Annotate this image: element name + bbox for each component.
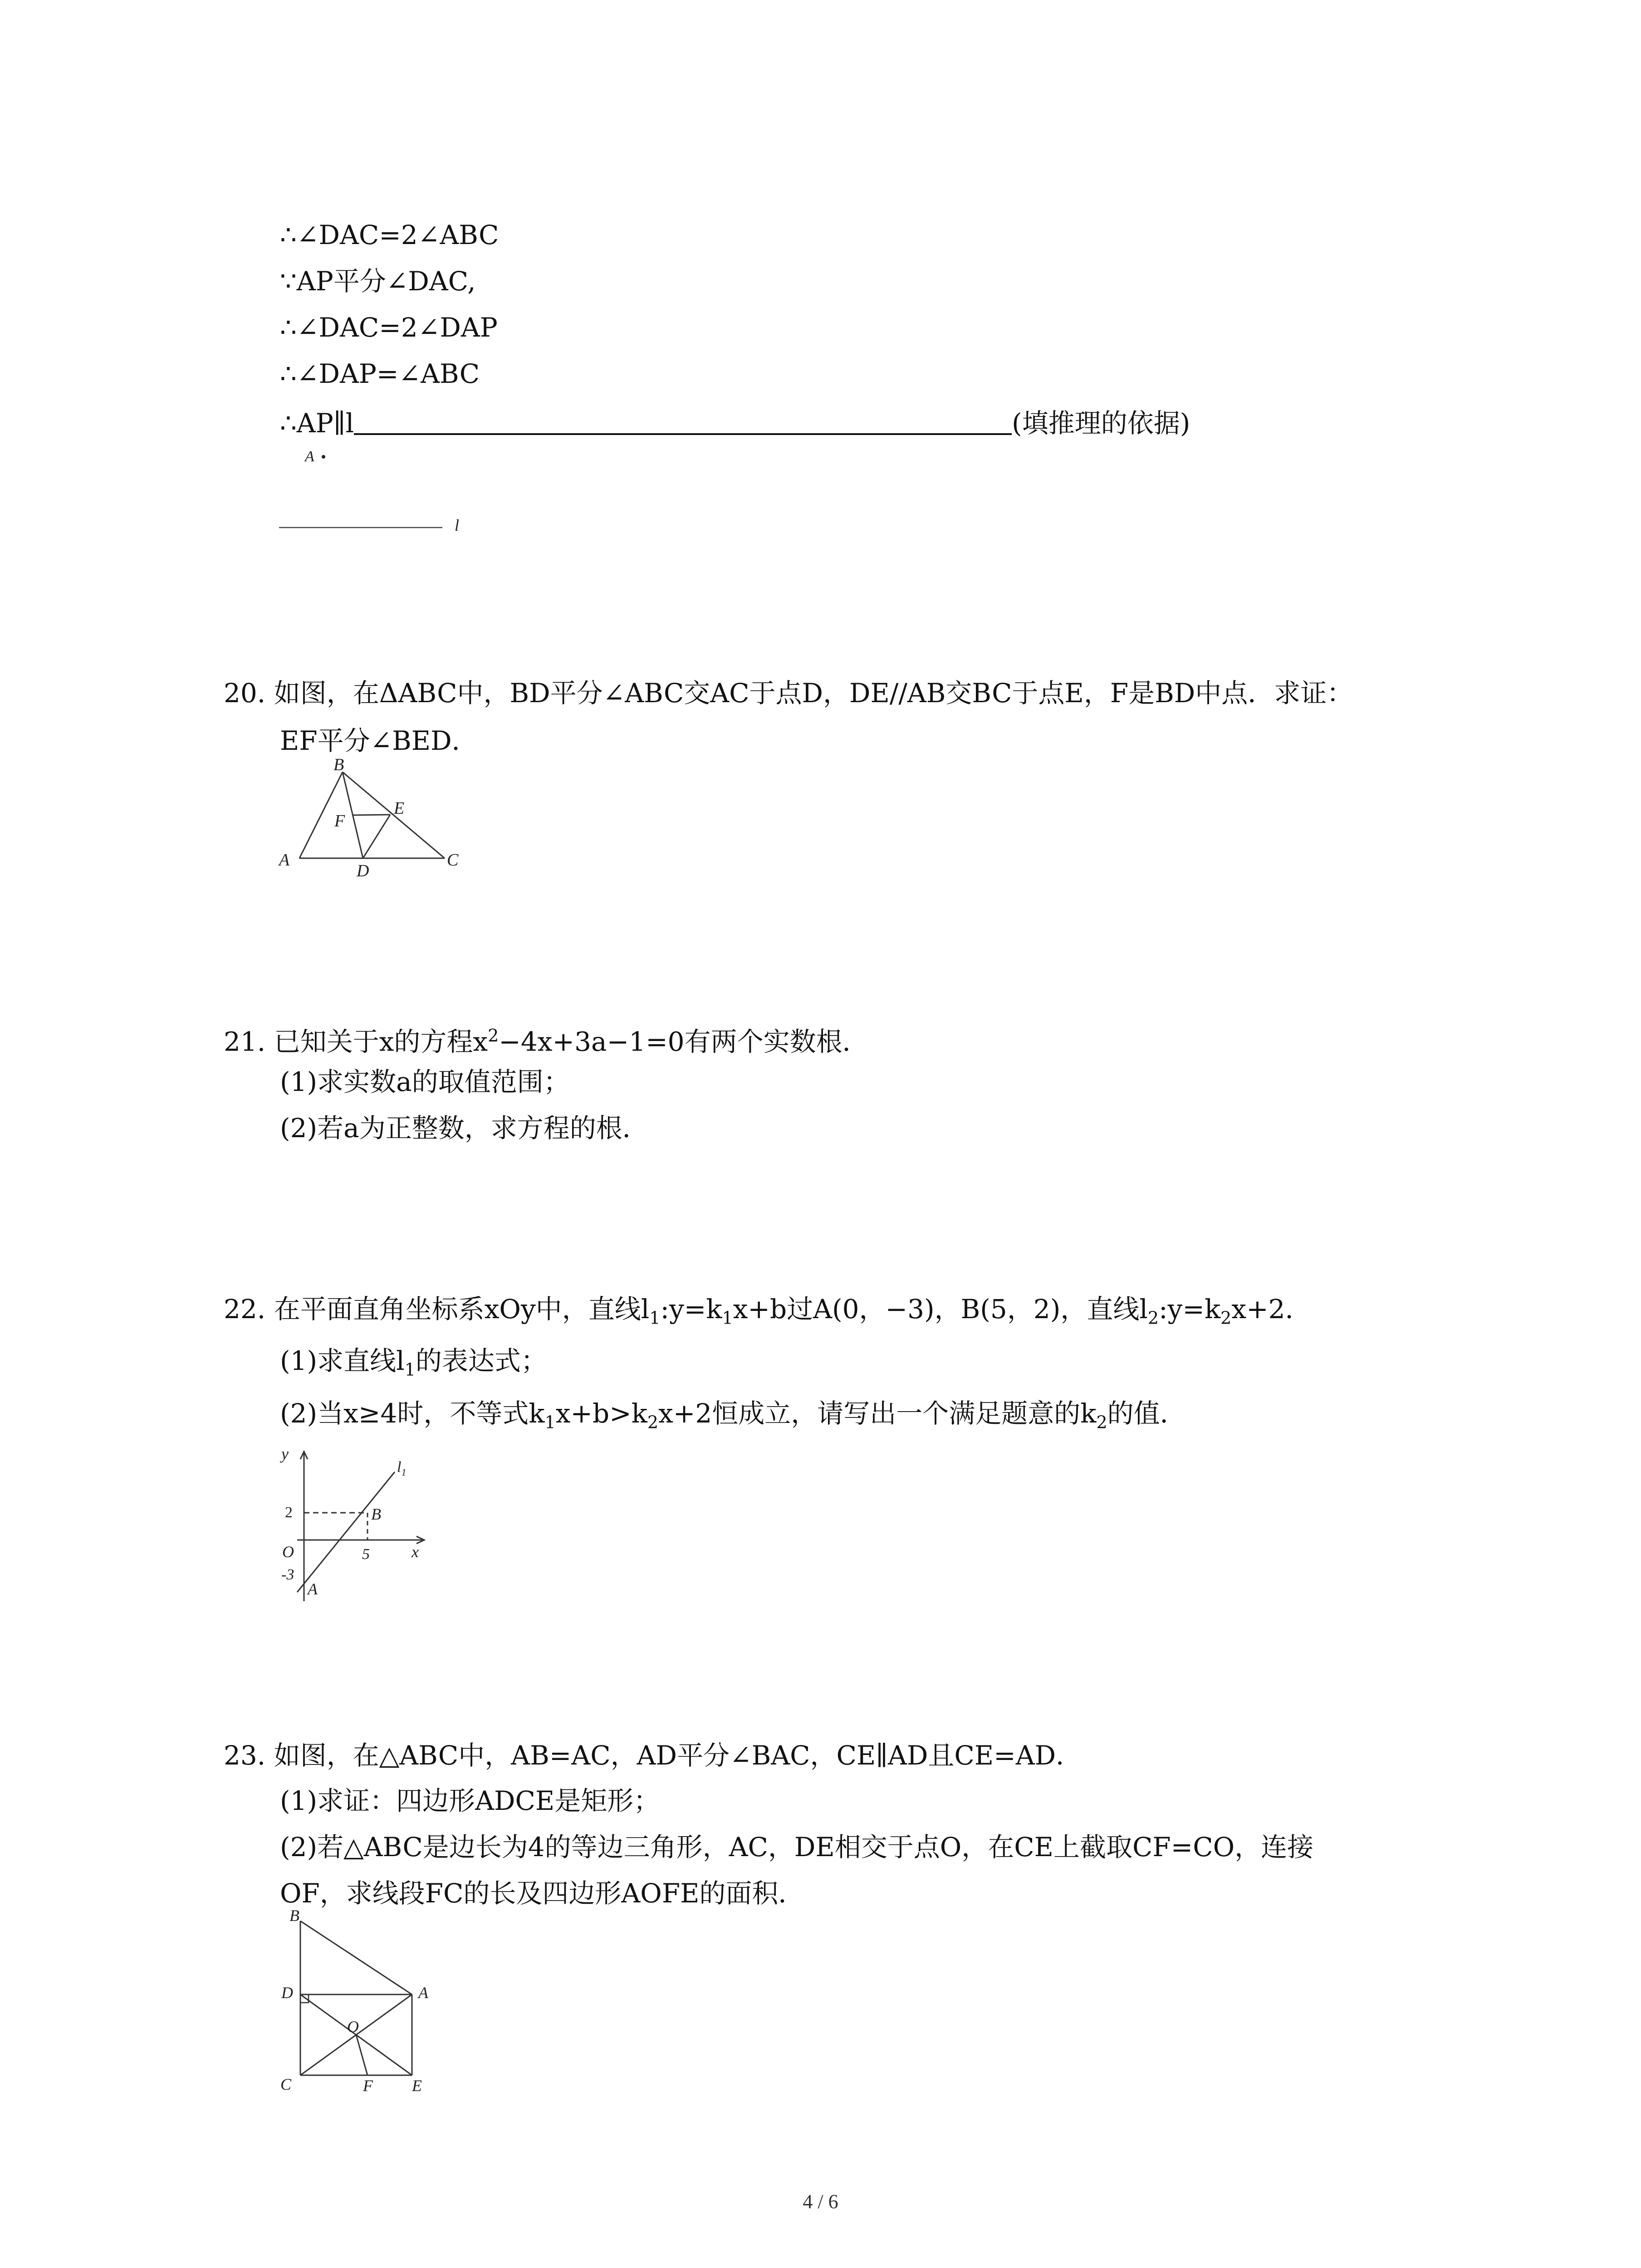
q22-text-2a: (1)求直线l [280,1345,405,1376]
q21-text-b: −4x+3a−1=0有两个实数根． [499,1026,869,1057]
q22-part1 [280,1344,547,1387]
fig22-line-l1 [297,1472,395,1592]
fig23-label-O: O [347,2018,359,2036]
fig20-label-E: E [394,799,405,818]
q22-part2 [280,1396,1186,1440]
fig22-label-x: x [411,1543,419,1561]
fig22-label-O: O [282,1543,294,1561]
q22-text-1b: :y=k [660,1294,722,1325]
fig22-tick-2: 2 [285,1504,293,1521]
fig23-segment-BA [300,1921,412,1994]
q19-figure [277,445,476,535]
fig22-label-B: B [371,1505,381,1523]
q23-part1: (1)求证：四边形ADCE是矩形； [280,1785,660,1816]
fig23-label-C: C [280,2075,292,2093]
fig22-tick-5: 5 [362,1546,370,1563]
fig23-label-B: B [289,1906,299,1925]
q23-text: 如图，在△ABC中，AB=AC，AD平分∠BAC，CE∥AD且CE=AD． [274,1740,1083,1771]
q22-sub-7: 2 [647,1412,659,1432]
q22-text-3d: 的值． [1107,1398,1186,1429]
fig20-label-B: B [333,755,344,774]
q19-step5 [280,406,1190,440]
fig22-label-y: y [281,1445,289,1463]
q19-step5-suffix: (填推理的依据) [1012,408,1190,439]
fig20-label-F: F [334,811,345,831]
q20-number: 20. [224,678,266,709]
q21-number: 21. [224,1026,266,1057]
q22-text-2b: 的表达式； [415,1345,547,1376]
fig19-point-A [322,455,325,459]
q20-line1 [224,676,1353,710]
page-number: 4 / 6 [803,2190,838,2213]
fig22-label-l1 [397,1459,406,1478]
fig20-label-D: D [357,861,369,880]
q22-line1 [224,1292,1312,1335]
q22-text-3a: (2)当x≥4时，不等式k [280,1398,545,1429]
q22-text-1c: x+b过A(0，−3)，B(5，2)，直线l [733,1294,1148,1325]
q22-text-3b: x+b>k [555,1398,647,1429]
q22-sub-8: 2 [1096,1412,1107,1432]
q21-text-a: 已知关于x的方程x [274,1026,488,1057]
fig22-l1-letter: l [397,1459,402,1476]
q20-text: 如图，在ΔABC中，BD平分∠ABC交AC于点D，DE//AB交BC于点E，F是BD中点．求证： [274,678,1353,709]
q22-text-1a: 在平面直角坐标系xOy中，直线l [274,1294,650,1325]
q22-sub-4: 2 [1220,1308,1232,1328]
q21-part1: (1)求实数a的取值范围； [280,1066,570,1097]
fig23-label-D: D [281,1984,293,2002]
q22-sub-3: 2 [1147,1308,1159,1328]
q22-text-1d: :y=k [1159,1294,1221,1325]
q22-sub-2: 1 [722,1308,733,1328]
q23-number: 23. [224,1740,266,1771]
q23-part2-cont: OF，求线段FC的长及四边形AOFE的面积． [280,1878,805,1909]
fig23-segment-OF [356,2035,367,2075]
fig22-label-A: A [308,1580,318,1598]
q19-step1: ∴∠DAC=2∠ABC [280,220,499,250]
q21-exponent: 2 [488,1026,499,1046]
q22-text-1e: x+2． [1231,1294,1312,1325]
q19-step3: ∴∠DAC=2∠DAP [280,312,498,343]
q22-number: 22. [224,1294,266,1325]
fig22-tick-minus3: -3 [281,1566,294,1583]
fig20-segment-DE [363,815,390,858]
fig23-label-F: F [363,2077,373,2095]
q23-line1 [224,1738,1082,1773]
q20-figure [272,753,481,880]
fig23-label-E: E [412,2077,422,2095]
q22-figure [272,1440,436,1608]
q23-part2: (2)若△ABC是边长为4的等边三角形，AC，DE相交于点O，在CE上截取CF=CO，连接 [280,1832,1314,1862]
q22-text-3c: x+2恒成立，请写出一个满足题意的k [658,1398,1097,1429]
q22-sub-6: 1 [544,1412,556,1432]
q19-step4: ∴∠DAP=∠ABC [280,358,480,389]
q19-step5-prefix: ∴AP∥l [280,408,354,439]
q20-line2: EF平分∠BED． [280,725,478,756]
q22-sub-5: 1 [404,1359,416,1380]
q21-part2: (2)若a为正整数，求方程的根． [280,1113,649,1144]
fig19-label-l: l [455,516,460,534]
q19-step2: ∵AP平分∠DAC, [280,266,476,297]
fig20-label-A: A [279,850,290,870]
fig23-label-A: A [418,1984,428,2002]
q21-line1 [224,1018,869,1059]
q23-figure [272,1906,445,2098]
fig20-label-C: C [447,850,459,870]
fig19-label-A: A [305,448,314,465]
fig22-l1-subscript: 1 [401,1466,407,1478]
answer-blank [354,411,1012,435]
q22-sub-1: 1 [649,1308,661,1328]
